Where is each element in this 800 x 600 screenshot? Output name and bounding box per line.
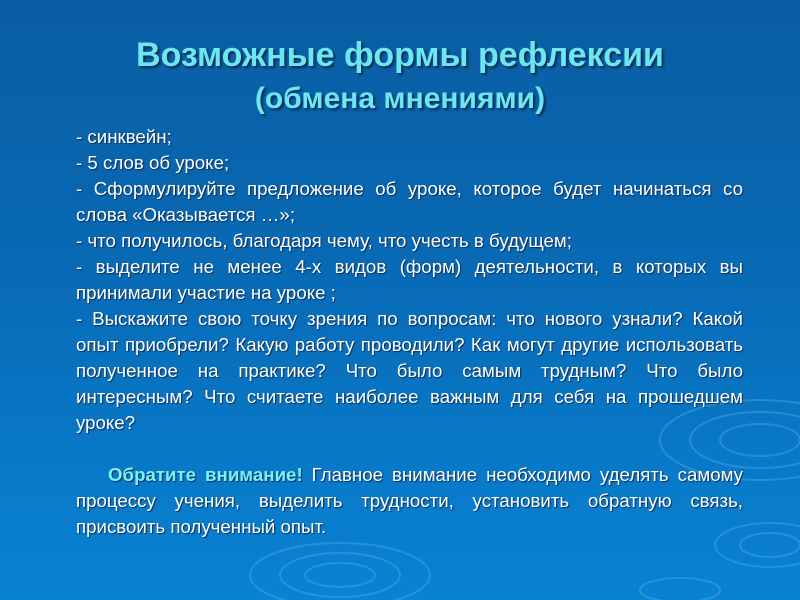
note-paragraph bbox=[76, 462, 743, 540]
list-item: - 5 слов об уроке; bbox=[76, 152, 230, 173]
slide-title: Возможные формы рефлексии bbox=[136, 36, 664, 74]
list-item: - синквейн; bbox=[76, 126, 172, 147]
list-item: - выделите не менее 4-х видов (форм) деятельности, в которых вы принимали участие на уроке ; bbox=[76, 256, 743, 303]
list-item: - что получилось, благодаря чему, что учесть в будущем; bbox=[76, 230, 572, 251]
list-item: - Выскажите свою точку зрения по вопросам: что нового узнали? Какой опыт приобрели? Какую работу проводили? Как могут другие использовать полученное на практике? Что было самым трудным? Что было интересным? Что считаете наиболее важным для себя на прошедшем уроке? bbox=[76, 308, 743, 433]
paragraph-spacer bbox=[76, 436, 743, 462]
note-emphasis: Обратите внимание! bbox=[108, 464, 303, 485]
note-text: Главное внимание необходимо уделять самому процессу учения, выделить трудности, установить обратную связь, присвоить полученный опыт. bbox=[76, 464, 743, 537]
slide-subtitle: (обмена мнениями) bbox=[254, 82, 546, 115]
list-item: - Сформулируйте предложение об уроке, которое будет начинаться со слова «Оказывается …»; bbox=[76, 178, 743, 225]
reflection-forms-list bbox=[76, 124, 743, 540]
